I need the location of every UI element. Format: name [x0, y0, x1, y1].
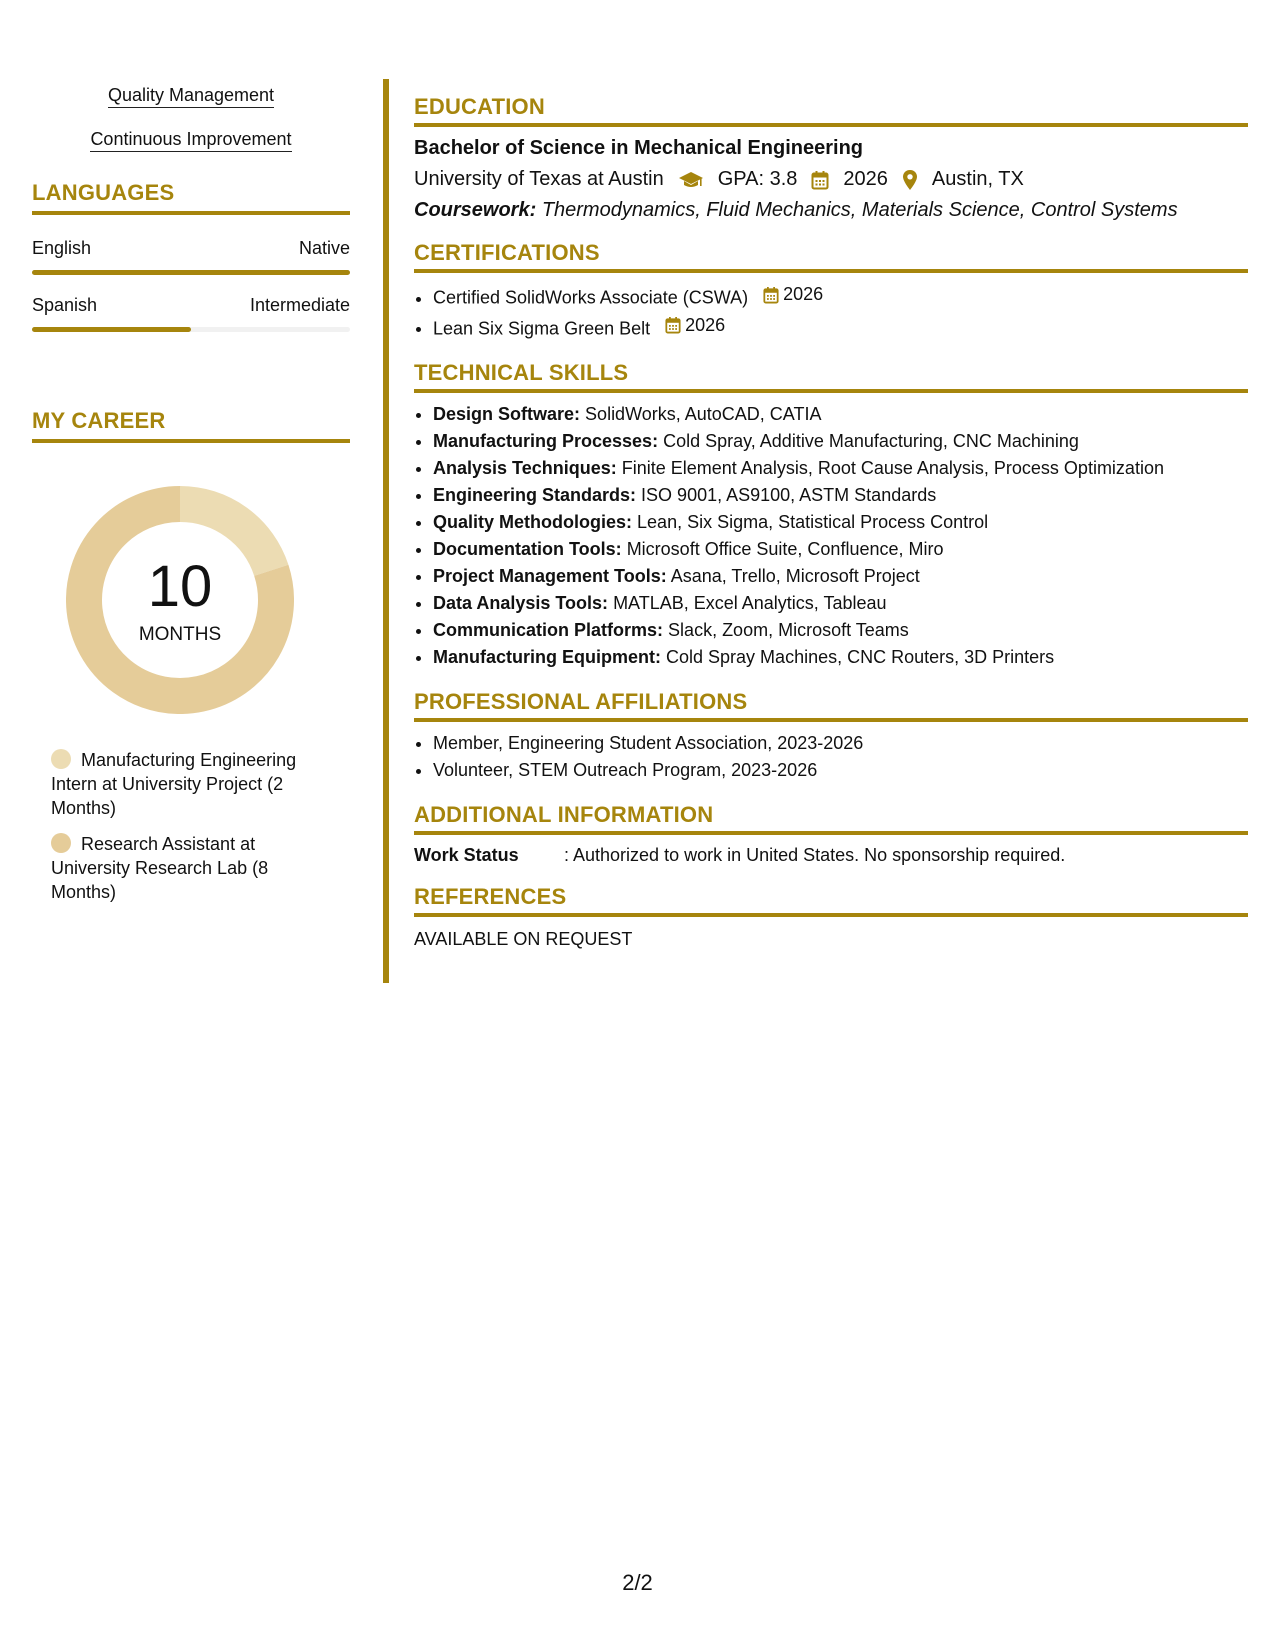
list-item: [433, 509, 1248, 536]
skill-category: Design Software:: [433, 404, 581, 424]
work-status-row: [414, 845, 1248, 866]
additional-info-section: [414, 802, 1248, 866]
skill-category: Engineering Standards:: [433, 485, 637, 505]
coursework-label: Coursework:: [414, 199, 537, 221]
left-column: [32, 84, 350, 916]
skill-category: Documentation Tools:: [433, 539, 622, 559]
affiliations-list: [414, 730, 1248, 784]
skill-tags: [32, 84, 350, 172]
skill-values: Microsoft Office Suite, Confluence, Miro: [626, 539, 944, 559]
affiliations-section: [414, 689, 1248, 784]
skill-values: Cold Spray, Additive Manufacturing, CNC Machining: [663, 431, 1079, 451]
graduation-year: 2026: [843, 168, 888, 190]
skill-tag: Continuous Improvement: [90, 128, 291, 152]
legend-label: Research Assistant at University Research Lab (8 Months): [51, 834, 269, 902]
legend-dot: [51, 833, 71, 853]
list-item: [433, 536, 1248, 563]
degree-title: Bachelor of Science in Mechanical Engineering: [414, 137, 864, 159]
coursework: [414, 199, 1248, 222]
skill-values: MATLAB, Excel Analytics, Tableau: [613, 593, 887, 613]
school-location: Austin, TX: [931, 168, 1024, 190]
career-total-unit: MONTHS: [138, 624, 222, 645]
donut-center: [66, 486, 294, 714]
skill-tag: Quality Management: [108, 84, 274, 108]
languages-heading: LANGUAGES: [32, 180, 350, 215]
skill-category: Data Analysis Tools:: [433, 593, 609, 613]
list-item: • Volunteer, STEM Outreach Program, 2023-2026: [433, 757, 1248, 784]
career-heading: MY CAREER: [32, 408, 350, 443]
skills-list: [414, 401, 1248, 671]
certification-year: 2026: [783, 284, 824, 304]
list-item: [433, 401, 1248, 428]
skill-values: Asana, Trello, Microsoft Project: [670, 566, 920, 586]
work-status-label: Work Status: [414, 845, 519, 865]
skill-values: Finite Element Analysis, Root Cause Analysis, Process Optimization: [621, 458, 1164, 478]
skill-category: Analysis Techniques:: [433, 458, 617, 478]
coursework-list: Thermodynamics, Fluid Mechanics, Materials Science, Control Systems: [541, 199, 1178, 221]
calendar-icon: [763, 286, 779, 304]
certification-name: Certified SolidWorks Associate (CSWA): [433, 287, 749, 308]
skill-values: Cold Spray Machines, CNC Routers, 3D Printers: [666, 647, 1055, 667]
calendar-icon: [665, 316, 681, 334]
education-heading: EDUCATION: [414, 94, 1248, 127]
work-status-value: : Authorized to work in United States. No sponsorship required.: [564, 845, 1066, 865]
list-item: [433, 281, 1248, 312]
right-column: [414, 94, 1248, 968]
skill-category: Quality Methodologies:: [433, 512, 633, 532]
list-item: • Member, Engineering Student Association, 2023-2026: [433, 730, 1248, 757]
page-number: 2/2: [622, 1570, 653, 1595]
references-section: [414, 884, 1248, 950]
technical-skills-heading: TECHNICAL SKILLS: [414, 360, 1248, 393]
certification-name: Lean Six Sigma Green Belt: [433, 318, 651, 338]
language-name: Spanish: [32, 295, 98, 315]
language-bar-track: [32, 270, 350, 275]
skill-values: SolidWorks, AutoCAD, CATIA: [585, 404, 822, 424]
list-item: [433, 482, 1248, 509]
language-item: [32, 295, 350, 332]
graduation-cap-icon: [678, 170, 704, 190]
skill-category: Project Management Tools:: [433, 566, 667, 586]
certifications-heading: CERTIFICATIONS: [414, 240, 1248, 273]
language-bar-fill: [32, 327, 191, 332]
certification-year: 2026: [685, 314, 726, 335]
language-level: Native: [298, 238, 350, 258]
skill-category: Manufacturing Processes:: [433, 431, 659, 451]
list-item: [433, 644, 1248, 671]
skill-values: Lean, Six Sigma, Statistical Process Control: [637, 512, 989, 532]
legend-label: Manufacturing Engineering Intern at University Project (2 Months): [51, 750, 297, 818]
technical-skills-section: [414, 360, 1248, 671]
gpa: GPA: 3.8: [717, 168, 798, 190]
legend-dot: [51, 749, 71, 769]
language-bar-fill: [32, 270, 350, 275]
skill-values: ISO 9001, AS9100, ASTM Standards: [641, 485, 937, 505]
career-legend-item: [51, 832, 331, 904]
affiliations-heading: PROFESSIONAL AFFILIATIONS: [414, 689, 1248, 722]
list-item: [433, 590, 1248, 617]
additional-info-heading: ADDITIONAL INFORMATION: [414, 802, 1248, 835]
school-name: University of Texas at Austin: [414, 168, 664, 190]
list-item: [433, 455, 1248, 482]
calendar-icon: [811, 170, 829, 190]
skill-values: Slack, Zoom, Microsoft Teams: [668, 620, 909, 640]
map-pin-icon: [902, 169, 918, 191]
education-details: [414, 168, 1248, 191]
language-level: Intermediate: [249, 295, 350, 315]
career-legend-item: [51, 748, 331, 820]
list-item: [433, 428, 1248, 455]
list-item: [433, 563, 1248, 590]
career-donut-chart: [66, 486, 294, 714]
skill-category: Communication Platforms:: [433, 620, 664, 640]
column-divider: [383, 79, 389, 983]
list-item: [433, 617, 1248, 644]
language-bar-track: [32, 327, 350, 332]
skill-category: Manufacturing Equipment:: [433, 647, 661, 667]
career-total-number: 10: [147, 554, 213, 619]
certifications-section: [414, 240, 1248, 342]
language-name: English: [32, 238, 92, 258]
references-text: AVAILABLE ON REQUEST: [414, 929, 633, 949]
list-item: [433, 312, 1248, 343]
certifications-list: [414, 281, 1248, 342]
references-heading: REFERENCES: [414, 884, 1248, 917]
education-section: [414, 94, 1248, 222]
career-legend: [32, 748, 331, 904]
language-item: [32, 238, 350, 275]
